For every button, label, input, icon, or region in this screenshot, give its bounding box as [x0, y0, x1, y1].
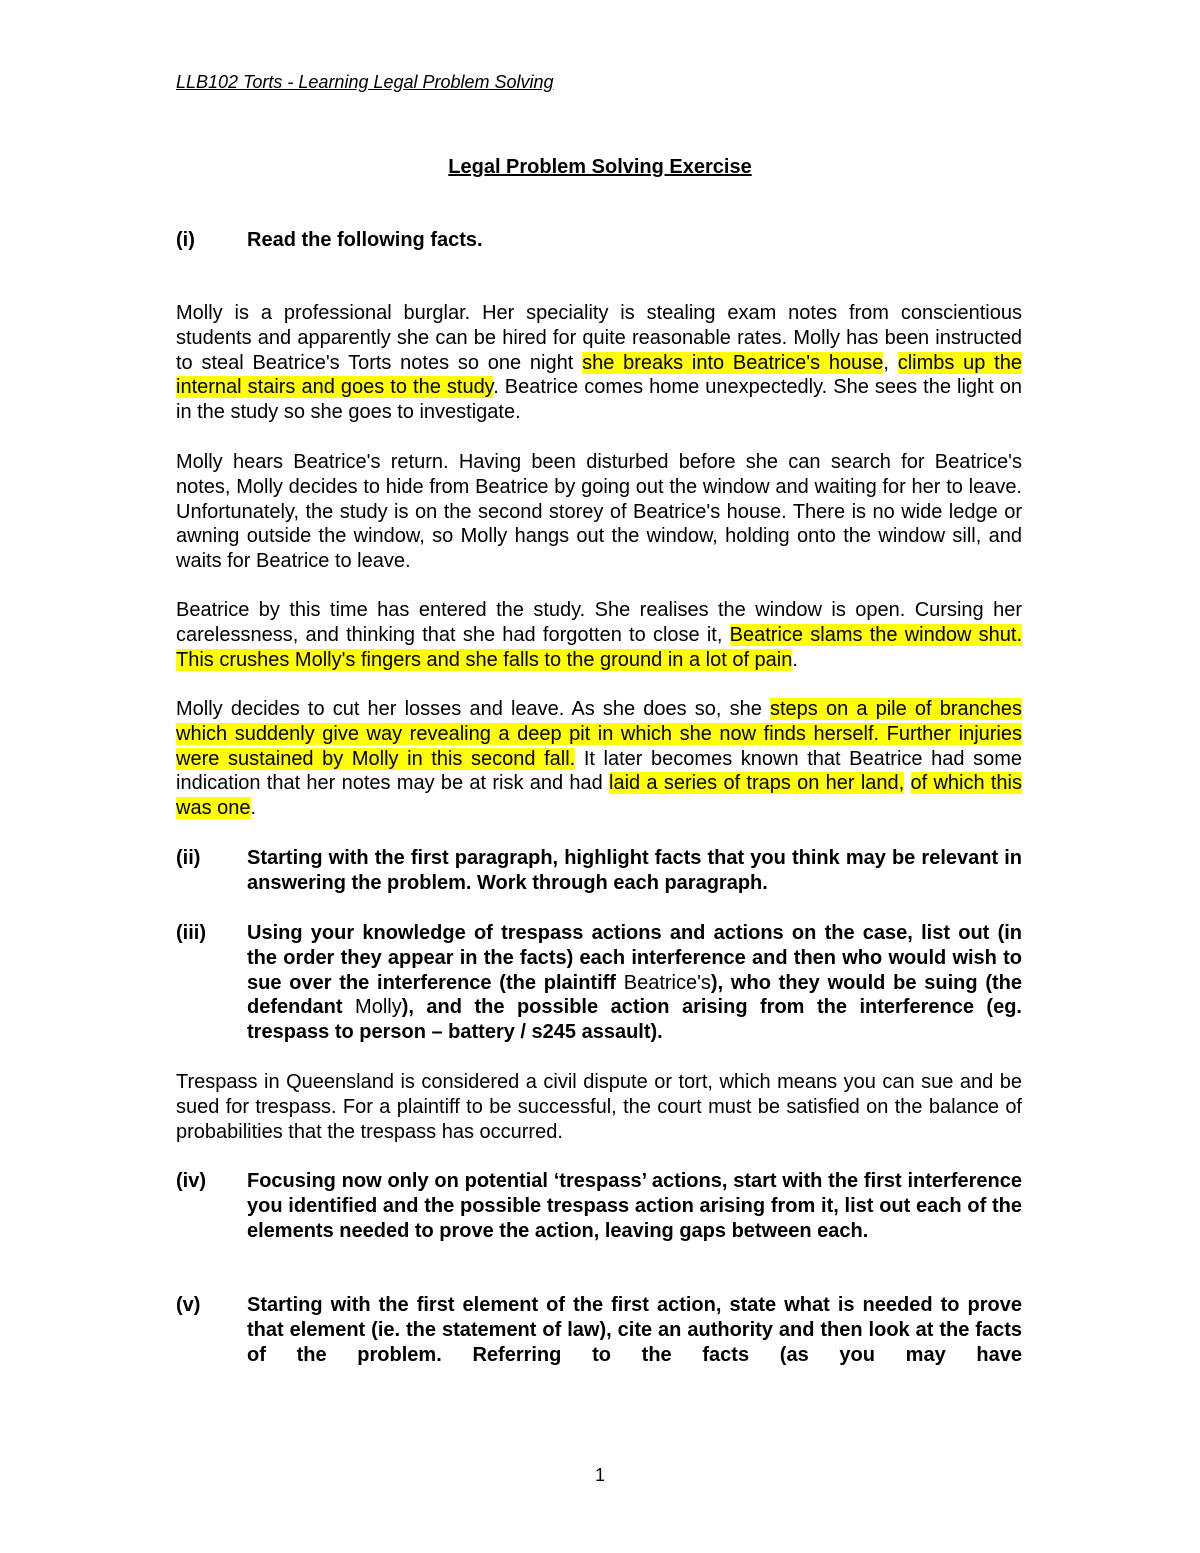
text-run: .: [250, 797, 257, 820]
plaintiff-name: Beatrice's: [623, 971, 711, 994]
step-text: Starting with the first element of the first action, state what is needed to prove that element (ie. the statement of law), cite an authority and then look at the facts of the problem. Referring to the facts (as you may have: [247, 1294, 1022, 1366]
defendant-name: Molly: [355, 996, 402, 1019]
step-i: [176, 228, 1022, 253]
text-run: Molly is a professional burglar. Her speciality is stealing exam notes from conscientious students and apparently she can be hired for quite reasonable rates. Molly has been instructed to steal Beatrice's Torts notes so one night: [176, 302, 1022, 374]
step-ii: [176, 846, 1022, 896]
text-run: Molly decides to cut her losses and leave. As she does so, she: [176, 698, 770, 720]
facts-paragraph-1: [176, 301, 1022, 425]
step-number: (iv): [176, 1170, 206, 1192]
step-number: (i): [176, 229, 195, 251]
running-header: LLB102 Torts - Learning Legal Problem Solving: [176, 72, 554, 92]
highlighted-fact: laid a series of traps on her land,: [609, 772, 905, 795]
step-iv: [176, 1169, 1022, 1243]
step-number: (v): [176, 1294, 201, 1316]
step-number: (iii): [176, 922, 206, 944]
trespass-paragraph: [176, 1070, 1022, 1144]
step-v: [176, 1293, 1022, 1367]
highlighted-fact: Beatrice slams the window shut. This crushes Molly's fingers and she falls to the ground in a lot of pain: [176, 623, 1023, 671]
text-run: . Beatrice comes home unexpectedly. She sees the light on in the study so she goes to investigate.: [176, 376, 1022, 424]
highlighted-fact: she breaks into Beatrice's house: [582, 351, 884, 374]
step-text: Focusing now only on potential ‘trespass’ actions, start with the first interference you identified and the possible trespass action arising from it, list out each of the elements needed to prove the action, leaving gaps between each.: [247, 1170, 1022, 1242]
text-run: [904, 772, 910, 794]
text-run: ,: [883, 351, 898, 374]
highlighted-fact: of which this was one: [176, 772, 1022, 820]
highlighted-fact: climbs up the internal stairs and goes to the study: [176, 351, 1022, 399]
paragraph-text: Molly hears Beatrice's return. Having been disturbed before she can search for Beatrice's notes, Molly decides to hide from Beatrice by going out the window and waiting for her to leave. Unfortunately, the study is on the second storey of Beatrice's house. There is no wide ledge or awning outside the window, so Molly hangs out the window, holding onto the window sill, and waits for Beatrice to leave.: [176, 451, 1022, 573]
page-number: 1: [594, 1465, 605, 1485]
step-iii: [176, 921, 1022, 1045]
text-run: It later becomes known that Beatrice had some indication that her notes may be at risk and had: [176, 747, 1022, 795]
highlighted-fact: steps on a pile of branches which suddenly give way revealing a deep pit in which she now finds herself. Further injuries were sustained by Molly in this second fall.: [176, 698, 1022, 770]
text-run: .: [792, 648, 798, 671]
step-text: Starting with the first paragraph, highlight facts that you think may be relevant in answering the problem. Work through each paragraph.: [247, 847, 1022, 894]
paragraph-text: Trespass in Queensland is considered a civil dispute or tort, which means you can sue and be sued for trespass. For a plaintiff to be successful, the court must be satisfied on the balance of probabilities that the trespass has occurred.: [176, 1071, 1022, 1143]
document-title: Legal Problem Solving Exercise: [448, 156, 752, 178]
facts-paragraph-4: [176, 697, 1022, 821]
facts-paragraph-3: [176, 598, 1022, 672]
facts-paragraph-2: [176, 450, 1022, 574]
step-text: Read the following facts.: [247, 229, 483, 251]
text-run: Beatrice by this time has entered the study. She realises the window is open. Cursing her carelessness, and thinking that she had forgotten to close it,: [176, 599, 1022, 646]
text-run: ), who they would be suing (the defendant: [247, 971, 1022, 1019]
text-run: Using your knowledge of trespass actions and actions on the case, list out (in the order they appear in the facts) each interference and then who would wish to sue over the interference (the plaintiff: [247, 922, 1022, 994]
step-number: (ii): [176, 847, 201, 869]
text-run: ), and the possible action arising from the interference (eg. trespass to person – battery / s245 assault).: [247, 996, 1022, 1044]
